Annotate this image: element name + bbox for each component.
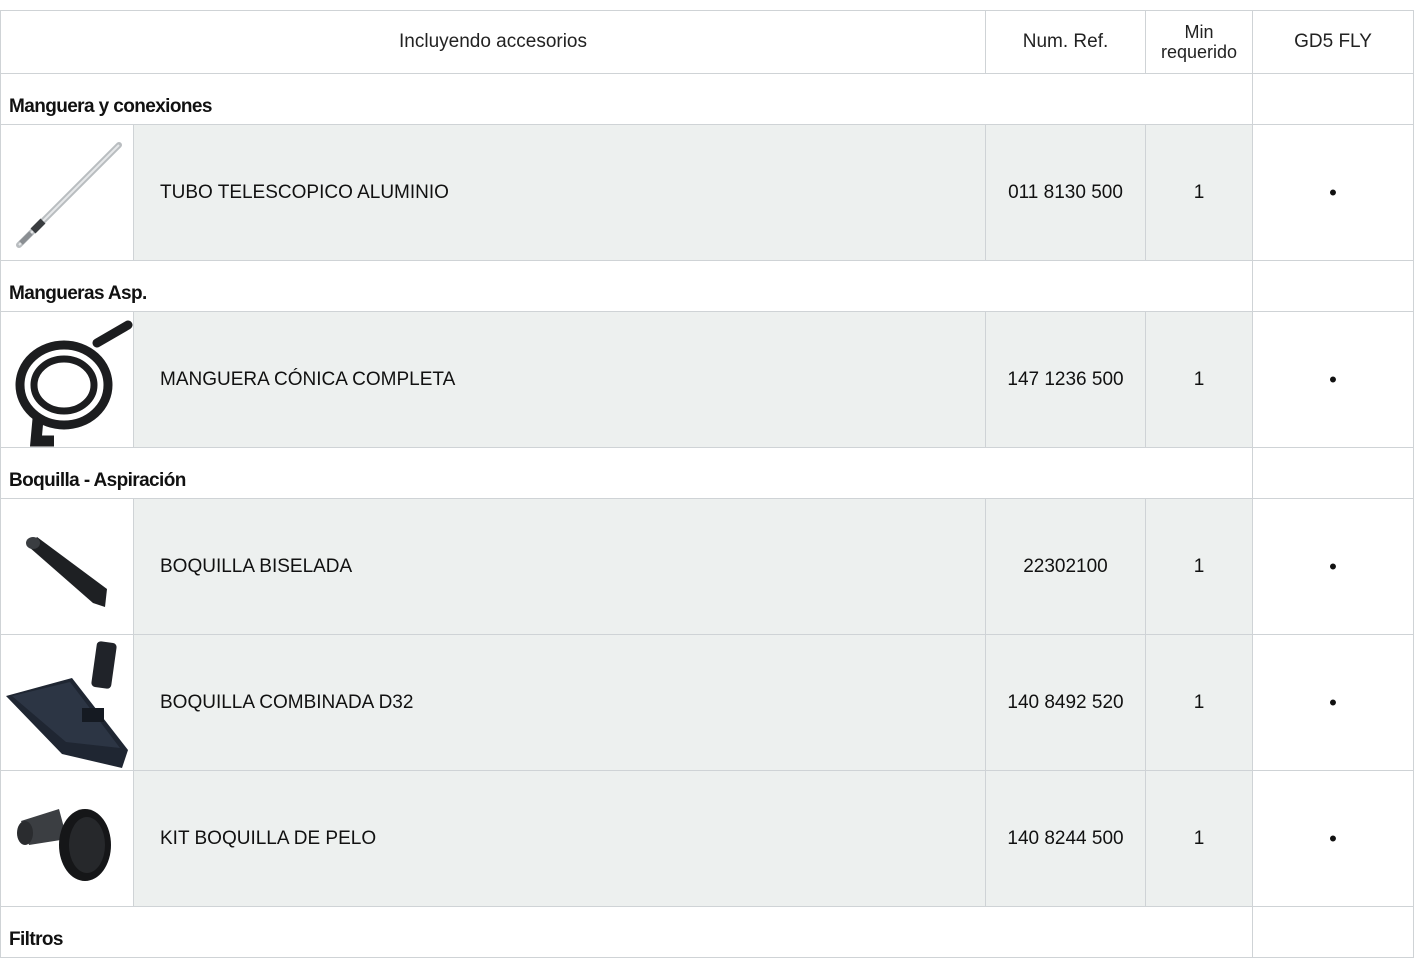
- group-row-hoses: [1, 261, 1414, 312]
- item-name: KIT BOQUILLA DE PELO: [134, 771, 986, 907]
- table-row: [1, 771, 1414, 907]
- group-row-filters: [1, 907, 1414, 958]
- item-included-mark: •: [1253, 312, 1414, 448]
- item-name: TUBO TELESCOPICO ALUMINIO: [134, 125, 986, 261]
- group-row-nozzles: [1, 448, 1414, 499]
- table-row: [1, 635, 1414, 771]
- item-ref: 22302100: [986, 499, 1146, 635]
- group-title: Boquilla - Aspiración: [1, 448, 1253, 499]
- hose-image: [1, 315, 133, 445]
- item-min-qty: 1: [1146, 125, 1253, 261]
- group-title: Mangueras Asp.: [1, 261, 1253, 312]
- item-ref: 140 8492 520: [986, 635, 1146, 771]
- item-image: [1, 635, 134, 771]
- group-title: Manguera y conexiones: [1, 74, 1253, 125]
- header-row: [1, 11, 1414, 74]
- item-image: [1, 499, 134, 635]
- accessories-table-container: [0, 10, 1412, 950]
- item-name: MANGUERA CÓNICA COMPLETA: [134, 312, 986, 448]
- item-included-mark: •: [1253, 771, 1414, 907]
- min-label-line1: Min: [1184, 22, 1214, 42]
- item-ref: 147 1236 500: [986, 312, 1146, 448]
- item-min-qty: 1: [1146, 635, 1253, 771]
- column-header-accessories: Incluyendo accesorios: [1, 11, 986, 74]
- telescopic-tube-image: [1, 133, 133, 253]
- group-empty-cell: [1253, 448, 1414, 499]
- item-min-qty: 1: [1146, 499, 1253, 635]
- crevice-nozzle-image: [1, 507, 133, 627]
- group-title: Filtros: [1, 907, 1253, 958]
- item-ref: 011 8130 500: [986, 125, 1146, 261]
- item-min-qty: 1: [1146, 771, 1253, 907]
- min-label-line2: requerido: [1160, 42, 1238, 62]
- item-name: BOQUILLA BISELADA: [134, 499, 986, 635]
- item-name: BOQUILLA COMBINADA D32: [134, 635, 986, 771]
- table-row: [1, 499, 1414, 635]
- brush-nozzle-image: [1, 779, 133, 899]
- item-image: [1, 125, 134, 261]
- group-empty-cell: [1253, 261, 1414, 312]
- column-header-model: GD5 FLY: [1253, 11, 1414, 74]
- item-min-qty: 1: [1146, 312, 1253, 448]
- item-image: [1, 771, 134, 907]
- table-row: [1, 125, 1414, 261]
- column-header-ref: Num. Ref.: [986, 11, 1146, 74]
- floor-nozzle-image: [1, 638, 133, 768]
- item-included-mark: •: [1253, 635, 1414, 771]
- group-empty-cell: [1253, 907, 1414, 958]
- accessories-table: [0, 10, 1414, 958]
- item-image: [1, 312, 134, 448]
- group-empty-cell: [1253, 74, 1414, 125]
- table-row: [1, 312, 1414, 448]
- group-row-hose-connections: [1, 74, 1414, 125]
- item-included-mark: •: [1253, 499, 1414, 635]
- column-header-min: [1146, 11, 1253, 74]
- item-included-mark: •: [1253, 125, 1414, 261]
- item-ref: 140 8244 500: [986, 771, 1146, 907]
